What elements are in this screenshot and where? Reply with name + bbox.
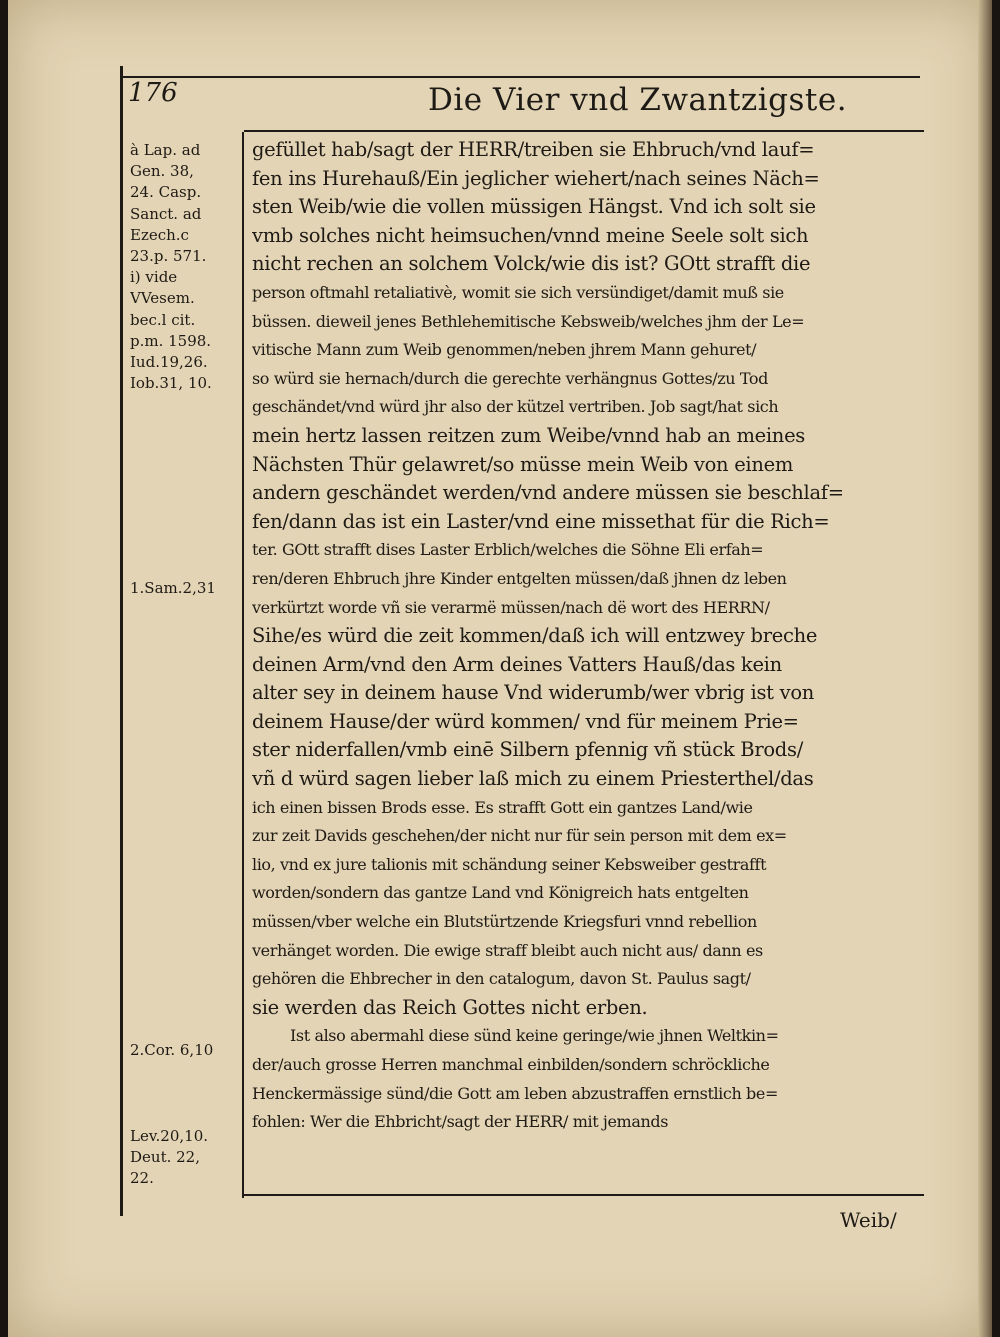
text-line: verhänget worden. Die ewige straff bleibt auch nicht aus/ dann es	[252, 940, 763, 960]
text-line: der/auch grosse Herren manchmal einbilden/sondern schröckliche	[252, 1055, 770, 1074]
margin-note-line: i) vide	[130, 268, 178, 287]
text-line: sten Weib/wie die vollen müssigen Hängst. Vnd ich solt sie	[252, 195, 816, 219]
margin-note-line: 2.Cor. 6,10	[130, 1041, 214, 1059]
page-number: 176	[128, 78, 178, 108]
margin-note-line: Ezech.c	[130, 225, 189, 244]
text-line: geschändet/vnd würd jhr also der kützel vertriben. Job sagt/hat sich	[252, 397, 779, 417]
text-line: vmb solches nicht heimsuchen/vnnd meine Seele solt sich	[252, 223, 809, 247]
text-line: alter sey in deinem hause Vnd widerumb/wer vbrig ist von	[252, 681, 815, 705]
margin-divider-rule	[242, 132, 244, 1198]
margin-note-line: p.m. 1598.	[130, 331, 212, 350]
text-line: Henckermässige sünd/die Gott am leben abzustraffen ernstlich be=	[252, 1083, 778, 1103]
text-line: ter. GOtt strafft dises Laster Erblich/welches die Söhne Eli erfah=	[252, 540, 764, 560]
text-line: vñ d würd sagen lieber laß mich zu einem Priesterthel/das	[252, 767, 814, 791]
margin-note-line: à Lap. ad	[130, 141, 201, 159]
margin-note-3	[130, 1040, 238, 1061]
text-line: deinem Hause/der würd kommen/ vnd für meinem Prie=	[252, 709, 799, 733]
margin-note-line: Gen. 38,	[130, 162, 194, 181]
text-line: ren/deren Ehbruch jhre Kinder entgelten müssen/daß jhnen dz leben	[252, 568, 787, 588]
margin-note-line: Iob.31, 10.	[130, 374, 212, 393]
margin-note-line: 1.Sam.2,31	[130, 579, 216, 597]
text-line: Nächsten Thür gelawret/so müsse mein Weib von einem	[252, 452, 794, 476]
margin-note-4	[130, 1126, 238, 1190]
header-top-rule	[120, 76, 920, 78]
text-line: Ist also abermahl diese sünd keine geringe/wie jhnen Weltkin=	[290, 1026, 779, 1046]
margin-note-line: 22.	[130, 1169, 154, 1188]
margin-note-line: Deut. 22,	[130, 1148, 200, 1167]
left-border-rule	[120, 66, 123, 1216]
text-line: büssen. dieweil jenes Bethlehemitische Kebsweib/welches jhm der Le=	[252, 311, 805, 331]
book-page	[8, 0, 992, 1337]
catchword: Weib/	[840, 1208, 897, 1232]
running-head: Die Vier vnd Zwantzigste.	[428, 82, 848, 118]
margin-note-line: 23.p. 571.	[130, 247, 207, 266]
text-line: gefüllet hab/sagt der HERR/treiben sie Ehbruch/vnd lauf=	[252, 138, 815, 161]
text-line: müssen/vber welche ein Blutstürtzende Kriegsfuri vnnd rebellion	[252, 912, 757, 932]
page-edge-shadow	[978, 0, 992, 1337]
margin-note-1	[130, 140, 238, 394]
text-line: vitische Mann zum Weib genommen/neben jhrem Mann gehuret/	[252, 340, 757, 360]
text-line: gehören die Ehbrecher in den catalogum, davon St. Paulus sagt/	[252, 969, 751, 989]
text-line: fen/dann das ist ein Laster/vnd eine missethat für die Rich=	[252, 509, 830, 533]
text-line: fohlen: Wer die Ehbricht/sagt der HERR/ mit jemands	[252, 1112, 669, 1132]
text-line: so würd sie hernach/durch die gerechte verhängnus Gottes/zu Tod	[252, 368, 768, 388]
text-line: verkürtzt worde vñ sie verarmë müssen/nach dë wort des HERRN/	[252, 597, 770, 617]
text-line: ster niderfallen/vmb einē Silbern pfennig vñ stück Brods/	[252, 738, 803, 762]
text-line: ich einen bissen Brods esse. Es strafft Gott ein gantzes Land/wie	[252, 797, 753, 817]
text-bottom-rule	[244, 1194, 924, 1196]
text-line: mein hertz lassen reitzen zum Weibe/vnnd hab an meines	[252, 423, 806, 447]
text-line: person oftmahl retaliativè, womit sie sich versündiget/damit muß sie	[252, 282, 784, 302]
margin-note-line: Lev.20,10.	[130, 1127, 209, 1145]
margin-note-2	[130, 578, 238, 599]
text-line: Sihe/es würd die zeit kommen/daß ich will entzwey breche	[252, 624, 818, 648]
text-line: fen ins Hurehauß/Ein jeglicher wiehert/nach seines Näch=	[252, 166, 820, 190]
header-bottom-rule	[244, 130, 924, 132]
text-line: andern geschändet werden/vnd andere müssen sie beschlaf=	[252, 481, 844, 505]
margin-note-line: VVesem.	[130, 289, 195, 308]
margin-note-line: Sanct. ad	[130, 204, 202, 223]
text-line: lio, vnd ex jure talionis mit schändung seiner Kebsweiber gestrafft	[252, 854, 767, 874]
text-line: zur zeit Davids geschehen/der nicht nur für sein person mit dem ex=	[252, 826, 787, 846]
margin-note-line: bec.l cit.	[130, 310, 196, 329]
text-line: worden/sondern das gantze Land vnd Königreich hats entgelten	[252, 883, 749, 903]
body-text	[252, 136, 918, 1137]
margin-note-line: 24. Casp.	[130, 183, 202, 202]
margin-note-line: Iud.19,26.	[130, 353, 208, 372]
text-line: deinen Arm/vnd den Arm deines Vatters Hauß/das kein	[252, 652, 782, 676]
text-line: sie werden das Reich Gottes nicht erben.	[252, 995, 648, 1019]
text-line: nicht rechen an solchem Volck/wie dis ist? GOtt strafft die	[252, 252, 811, 276]
